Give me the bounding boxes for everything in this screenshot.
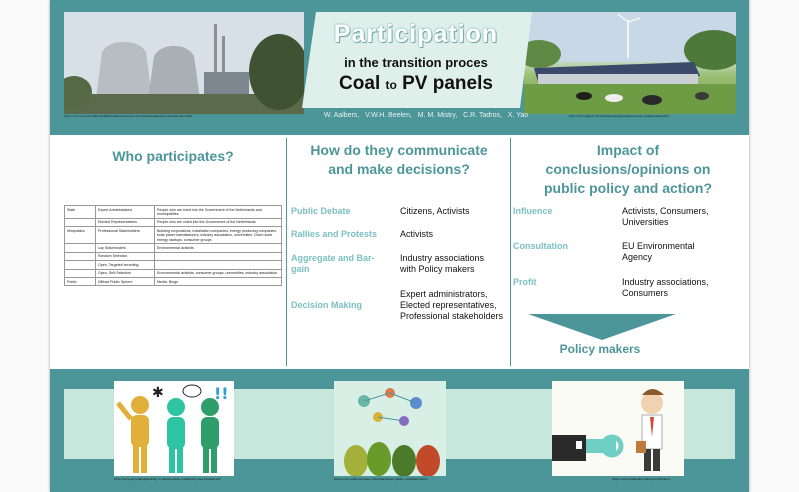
influence-image <box>552 381 684 476</box>
poster-subtitle: in the transition proces <box>344 55 488 70</box>
table-cell: Elected Representatives <box>96 218 155 226</box>
table-cell: Public <box>65 278 96 286</box>
col2-title <box>290 141 508 179</box>
table-row <box>65 244 282 252</box>
table-cell: Open, Self-Selection <box>96 269 155 277</box>
table-row <box>65 252 282 260</box>
method-value: Activists <box>400 229 434 239</box>
source-link-left[interactable]: http://www.nos.nl/artikel/41488/nederland-wesser-electriciteitssignal/powerplant-state.html <box>64 114 193 118</box>
method-label: Rallies and Protests <box>291 229 378 239</box>
table-cell: Expert Administrators <box>96 206 155 219</box>
author: W. Aalbers, <box>323 112 360 119</box>
table-cell <box>65 218 96 226</box>
col3-title <box>512 141 744 198</box>
svg-text:!!: !! <box>214 384 229 403</box>
table-cell: Lay Stakeholders <box>96 244 155 252</box>
col2-title-line: and make decisions? <box>328 161 470 177</box>
topic-from: Coal <box>339 73 381 94</box>
table-cell: Open, Targeted recruiting <box>96 261 155 269</box>
author: M. M. Mistry, <box>417 112 458 119</box>
communication-image <box>334 381 446 476</box>
poster-header <box>50 0 749 135</box>
method-value: Citizens, Activists <box>400 206 470 216</box>
svg-text:✱: ✱ <box>152 385 164 401</box>
participants-table <box>64 205 282 286</box>
author: X. Yao <box>507 112 529 119</box>
table-cell: Diffuse Public Sphere <box>96 278 155 286</box>
poster-topic <box>308 73 524 95</box>
method-value: Industry associations with Policy makers <box>400 253 485 274</box>
table-cell <box>65 261 96 269</box>
impact-value: EU Environmental Agency <box>622 241 695 262</box>
table-cell: Environmental activists <box>155 244 282 252</box>
table-cell <box>155 252 282 260</box>
table-cell <box>65 244 96 252</box>
footer-source-link[interactable]: https://www.linkedin.com/topic/influence <box>612 477 671 481</box>
column-divider <box>510 138 511 366</box>
solar-farm-photo <box>524 12 736 114</box>
impact-label: Influence <box>513 206 553 216</box>
table-cell <box>155 261 282 269</box>
col3-title-line: Impact of <box>596 142 660 158</box>
table-cell: Professional Stakeholders <box>96 227 155 244</box>
topic-target: PV panels <box>402 73 493 94</box>
table-cell: Building corporations, installation companies, energy producing companies, solar panel manufacturers, industry association, universities, Dutch solar energy startups, consumer groups <box>155 227 282 244</box>
method-label: Public Debate <box>291 206 351 216</box>
table-cell <box>65 269 96 277</box>
column-divider <box>286 138 287 366</box>
col2-title-line: How do they communicate <box>310 142 488 158</box>
table-cell: Environmental activists, consumer groups, universities, industry association <box>155 269 282 277</box>
table-cell: Random Selection <box>96 252 155 260</box>
source-link-right[interactable]: http://www.digest.nl/reviewers/energie/zonnestroom-weiden-nederland <box>569 114 669 118</box>
table-row <box>65 278 282 286</box>
power-plant-photo <box>64 12 304 114</box>
method-label: Aggregate and Bar-gain <box>291 253 375 274</box>
table-cell: Media, Blogs <box>155 278 282 286</box>
table-row <box>65 227 282 244</box>
col3-title-line: public policy and action? <box>543 180 712 196</box>
method-label: Decision Making <box>291 300 363 310</box>
conclusion-label: Policy makers <box>559 342 641 356</box>
impact-label: Profit <box>513 277 537 287</box>
table-row <box>65 261 282 269</box>
down-arrow-icon <box>528 314 676 340</box>
author: V.W.H. Beelen, <box>365 112 412 119</box>
poster-title: Participation <box>333 20 499 48</box>
author: C.R. Tadros, <box>463 112 502 119</box>
impact-value: Activists, Consumers, Universities <box>622 206 709 227</box>
impact-label: Consultation <box>513 241 568 251</box>
table-row <box>65 218 282 226</box>
footer-source-link[interactable]: http://www.salmoncourse.com/stakeholder-public-communication/ <box>334 477 428 481</box>
table-row <box>65 269 282 277</box>
col1-title: Who participates? <box>112 148 234 164</box>
table-cell: Minipublics <box>65 227 96 244</box>
table-cell: People who are voted into the Government of the Netherlands <box>155 218 282 226</box>
table-row <box>65 206 282 219</box>
poster-footer <box>50 369 749 492</box>
method-value: Expert administrators, Elected representatives, Professional stakeholders <box>400 289 504 321</box>
footer-source-link[interactable]: http://www.growthengineering.co.uk/encoding-consistency-tree-breakdown/ <box>114 477 221 481</box>
table-cell: State <box>65 206 96 219</box>
topic-to-word: to <box>385 78 397 92</box>
table-cell: People who are hired into the Government of the Netherlands and municipalities <box>155 206 282 219</box>
table-cell <box>65 252 96 260</box>
poster <box>50 0 749 492</box>
author-list <box>288 112 564 119</box>
col3-title-line: conclusions/opinions on <box>545 161 711 177</box>
people-discussion-image <box>114 381 234 476</box>
impact-value: Industry associations, Consumers <box>622 277 709 298</box>
